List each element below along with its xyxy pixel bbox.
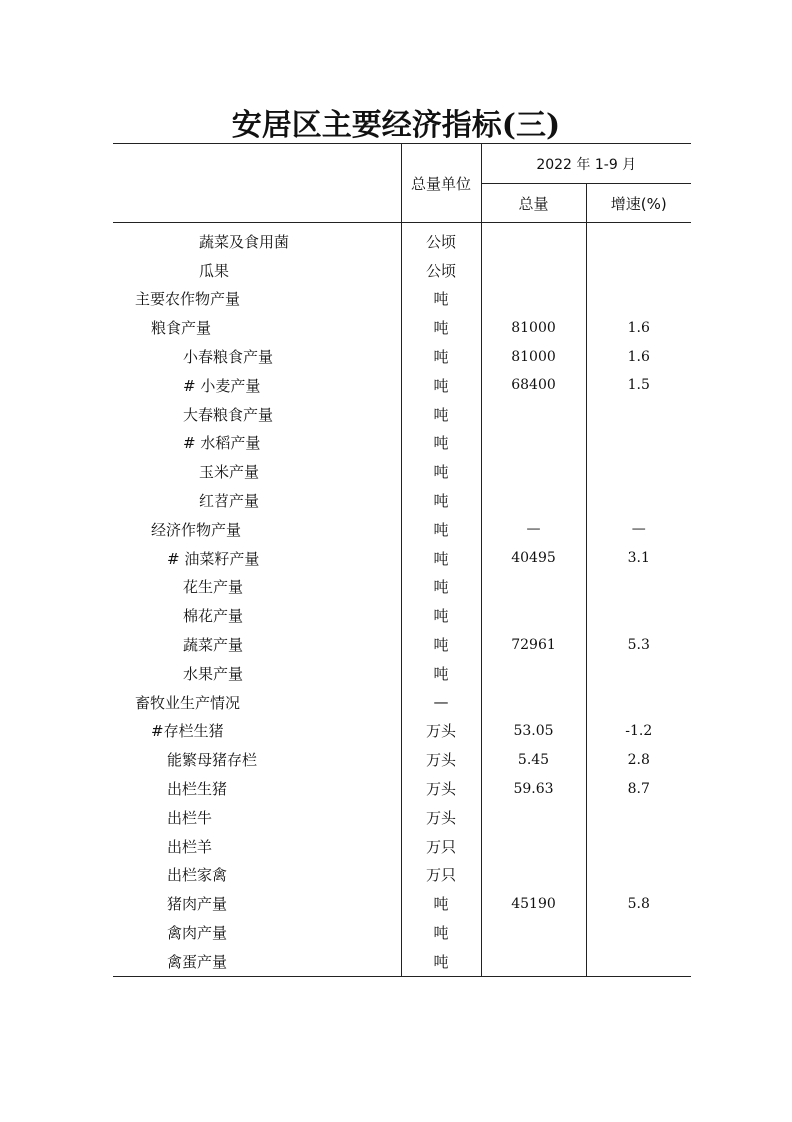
row-indicator-name: 禽蛋产量 [113,947,401,976]
row-indicator-name: 禽肉产量 [167,924,228,943]
row-growth [586,861,691,890]
row-indicator-name: 经济作物产量 [151,520,242,539]
row-total [481,256,586,285]
row-growth [586,688,691,717]
header-unit: 总量单位 [401,144,481,223]
row-growth: 1.5 [586,371,691,400]
row-growth [586,429,691,458]
table-row [113,918,691,947]
row-total [481,486,586,515]
row-unit: 吨 [401,659,481,688]
row-unit: 吨 [401,947,481,976]
row-unit: 公顷 [401,223,481,256]
row-indicator-name: # 油菜籽产量 [167,549,260,568]
row-total: 59.63 [481,774,586,803]
table-row [113,717,691,746]
table-row [113,515,691,544]
row-growth [586,573,691,602]
table-row [113,659,691,688]
row-unit: 吨 [401,486,481,515]
row-unit: 吨 [401,515,481,544]
row-growth [586,832,691,861]
row-indicator-name: 猪肉产量 [167,895,228,914]
indicator-table [113,143,691,977]
table-row [113,400,691,429]
row-total [481,918,586,947]
row-total: 68400 [481,371,586,400]
row-indicator-name: # 小麦产量 [183,376,261,395]
row-total: 72961 [481,630,586,659]
table-row [113,544,691,573]
row-growth [586,659,691,688]
row-growth: 3.1 [586,544,691,573]
row-total [481,285,586,314]
table-row [113,601,691,630]
row-total [481,832,586,861]
row-unit: 万头 [401,745,481,774]
row-growth [586,256,691,285]
table-row [113,285,691,314]
row-indicator-name: 出栏牛 [167,808,213,827]
row-indicator-name: 大春粮食产量 [183,405,274,424]
table-row [113,889,691,918]
table-row [113,832,691,861]
table-row [113,429,691,458]
row-total: 45190 [481,889,586,918]
table-header [113,144,691,223]
row-unit: 吨 [401,342,481,371]
row-total: 81000 [481,342,586,371]
table-row [113,223,691,256]
row-total [481,429,586,458]
row-total [481,573,586,602]
row-unit: 万只 [401,861,481,890]
row-growth: 8.7 [586,774,691,803]
table-body [113,223,691,977]
row-growth [586,457,691,486]
row-indicator-name: # 水稻产量 [183,434,261,453]
table-row [113,457,691,486]
row-indicator-name: 蔬菜及食用菌 [199,232,290,251]
row-unit: 吨 [401,889,481,918]
row-total [481,400,586,429]
row-indicator-name: 小春粮食产量 [183,348,274,367]
row-indicator-name: 出栏家禽 [167,866,228,885]
row-unit: 万头 [401,803,481,832]
row-total: 40495 [481,544,586,573]
row-indicator-name: 畜牧业生产情况 [135,693,241,712]
row-indicator-name: 能繁母猪存栏 [167,751,258,770]
row-indicator-name: 水果产量 [183,664,244,683]
row-growth [586,947,691,976]
row-growth [586,400,691,429]
row-indicator-name: 玉米产量 [199,463,260,482]
row-growth: — [586,515,691,544]
row-total: 81000 [481,313,586,342]
table-row [113,630,691,659]
row-total [481,223,586,256]
row-unit: 吨 [401,285,481,314]
row-total [481,861,586,890]
header-growth: 增速(%) [586,184,691,223]
row-growth: 1.6 [586,313,691,342]
row-unit: 吨 [401,400,481,429]
row-unit: 吨 [401,429,481,458]
row-unit: 吨 [401,918,481,947]
row-growth [586,803,691,832]
row-growth [586,918,691,947]
table-row [113,256,691,285]
row-growth: 1.6 [586,342,691,371]
row-total [481,601,586,630]
row-total [481,457,586,486]
row-indicator-name: 主要农作物产量 [135,290,241,309]
row-growth [586,223,691,256]
row-total [481,803,586,832]
header-total: 总量 [481,184,586,223]
table-row [113,947,691,976]
table-row [113,803,691,832]
table-row [113,313,691,342]
row-growth: -1.2 [586,717,691,746]
row-total: 5.45 [481,745,586,774]
row-total [481,659,586,688]
row-indicator-name: 粮食产量 [151,319,212,338]
row-unit: 万头 [401,774,481,803]
header-period: 2022 年 1-9 月 [481,144,691,184]
table-row [113,688,691,717]
row-growth: 2.8 [586,745,691,774]
row-unit: 吨 [401,544,481,573]
row-indicator-name: 花生产量 [183,578,244,597]
row-indicator-name: 棉花产量 [183,607,244,626]
row-unit: 吨 [401,371,481,400]
row-indicator-name: 出栏生猪 [167,780,228,799]
row-growth: 5.3 [586,630,691,659]
row-indicator-name: 蔬菜产量 [183,636,244,655]
table-row [113,774,691,803]
row-growth [586,601,691,630]
header-indicator-cell [113,144,401,223]
table-row [113,745,691,774]
row-unit: 公顷 [401,256,481,285]
row-growth [586,285,691,314]
row-total [481,688,586,717]
row-unit: 吨 [401,601,481,630]
row-total [481,947,586,976]
row-indicator-name: #存栏生猪 [151,722,224,741]
row-unit: 万头 [401,717,481,746]
row-growth: 5.8 [586,889,691,918]
row-indicator-name: 红苕产量 [199,492,260,511]
row-unit: 吨 [401,457,481,486]
indicator-table-container [113,143,691,977]
table-row [113,861,691,890]
row-indicator-name: 瓜果 [199,261,230,280]
table-row [113,486,691,515]
table-row [113,342,691,371]
row-unit: — [401,688,481,717]
table-row [113,371,691,400]
table-row [113,573,691,602]
row-growth [586,486,691,515]
row-total: 53.05 [481,717,586,746]
row-unit: 吨 [401,630,481,659]
row-total: — [481,515,586,544]
row-unit: 吨 [401,573,481,602]
row-unit: 万只 [401,832,481,861]
row-unit: 吨 [401,313,481,342]
row-indicator-name: 出栏羊 [167,837,213,856]
page-title: 安居区主要经济指标(三) [231,108,561,143]
